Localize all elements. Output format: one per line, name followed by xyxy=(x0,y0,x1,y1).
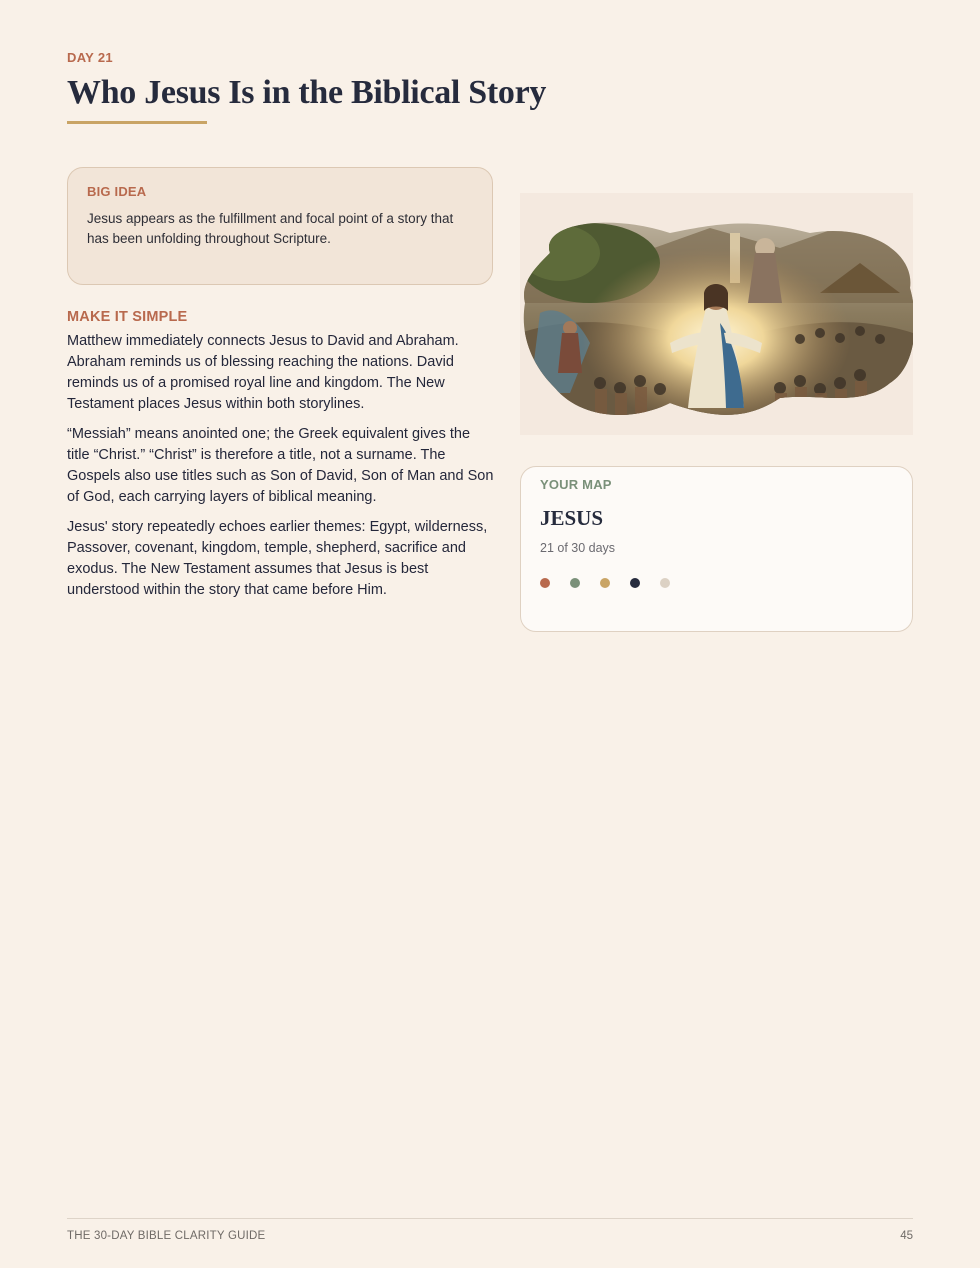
progress-text: 21 of 30 days xyxy=(540,541,616,555)
footer-guide-title: THE 30-DAY BIBLE CLARITY GUIDE xyxy=(67,1230,266,1242)
body-paragraph: “Messiah” means anointed one; the Greek equivalent gives the title “Christ.” “Christ” is therefore a title, not a surname. The Gospels also use titles such as Son of David, Son of Man and Son of God, each carrying layers of biblical meaning. xyxy=(67,426,494,505)
page-title: Who Jesus Is in the Biblical Story xyxy=(67,74,547,111)
day-label: DAY 21 xyxy=(67,50,113,65)
big-idea-box xyxy=(67,167,493,285)
body-paragraph: Matthew immediately connects Jesus to David and Abraham. Abraham reminds us of blessing reaching the nations. David reminds us of a promised royal line and kingdom. The New Testament places Jesus within both storylines. xyxy=(67,333,459,412)
make-it-simple-heading: MAKE IT SIMPLE xyxy=(67,309,188,325)
big-idea-label: BIG IDEA xyxy=(87,184,147,199)
footer-divider xyxy=(67,1218,913,1219)
big-idea-text: Jesus appears as the fulfillment and focal point of a story that has been unfolding throughout Scripture. xyxy=(87,211,454,246)
page-number: 45 xyxy=(900,1230,913,1242)
body-paragraph: Jesus' story repeatedly echoes earlier themes: Egypt, wilderness, Passover, covenant, kingdom, temple, shepherd, sacrifice and exodus. The New Testament assumes that Jesus is best understood within the story that came before Him. xyxy=(67,519,488,598)
title-underline xyxy=(67,121,207,124)
map-topic-name: JESUS xyxy=(540,506,604,530)
progress-dot xyxy=(540,578,550,588)
progress-dot xyxy=(630,578,640,588)
progress-dot xyxy=(660,578,670,588)
progress-dot xyxy=(600,578,610,588)
your-map-card xyxy=(520,466,913,632)
progress-dots xyxy=(540,578,893,588)
your-map-label: YOUR MAP xyxy=(540,477,612,492)
progress-dot xyxy=(570,578,580,588)
illustration-graphic xyxy=(520,193,913,435)
make-it-simple-body xyxy=(67,331,495,610)
biblical-story-illustration xyxy=(520,193,913,435)
